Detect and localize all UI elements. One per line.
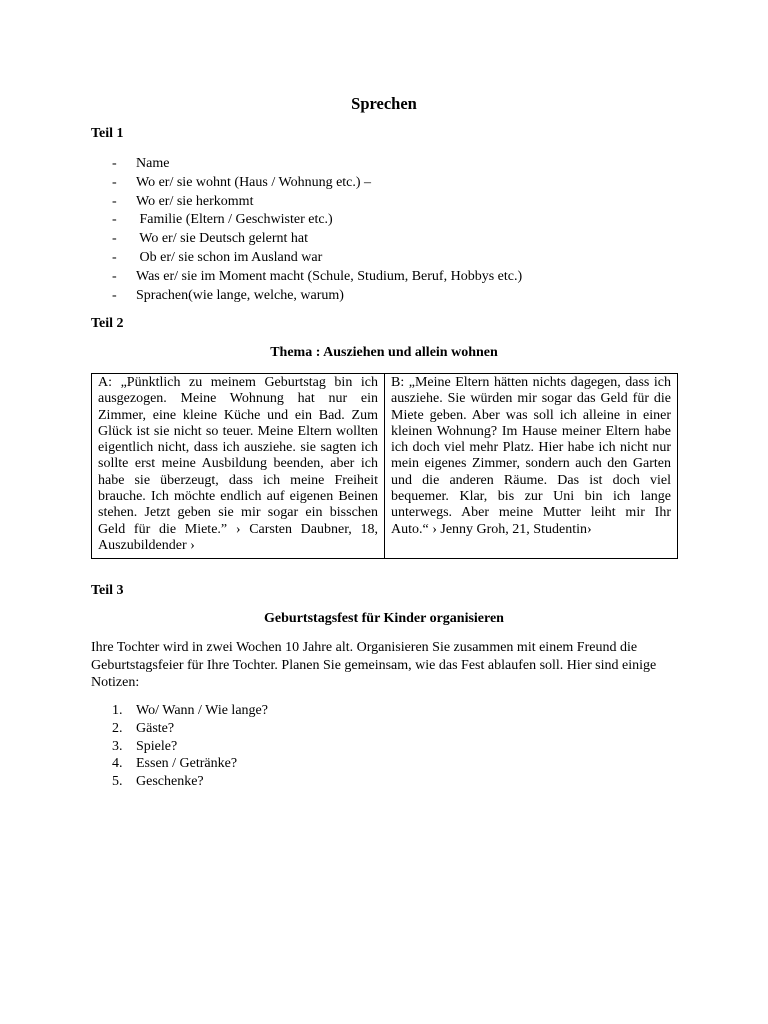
list-item: - Name [91,155,651,174]
list-number: 3. [112,738,123,754]
list-item: 2. Gäste? [112,720,175,736]
list-number: 1. [112,703,123,718]
statement-b: B: „Meine Eltern hätten nichts dagegen, dass ich ausziehe. Sie würden mir sogar das Geld für die Miete geben. Aber was soll ich alleine in einer kleinen Wohnung? Im Hause meiner Eltern habe ich doch viel mehr Platz. Hier habe ich nicht nur mein eigenes Zimmer, sondern auch den Garten und die anderen Räume. Das ist doch viel bequemer. Klar, bis zur Uni bin ich lange unterwegs. Aber meine Mutter leiht mir Ihr Auto.“ › Jenny Groh, 21, Studentin› [385,374,678,559]
notes-list [91,702,491,791]
list-item: - Familie (Eltern / Geschwister etc.) [91,211,651,230]
statements-table [91,373,678,559]
teil1-list [91,155,651,305]
list-item: - Wo er/ sie herkommt [91,193,651,212]
teil3-subtitle: Geburtstagsfest für Kinder organisieren [264,611,504,626]
dash-bullet: - [112,156,117,171]
list-item: - Sprachen(wie lange, welche, warum) [91,287,651,306]
page-title: Sprechen [351,94,417,113]
dash-bullet: - [112,249,117,265]
list-item: - Ob er/ sie schon im Ausland war [91,249,651,268]
dash-bullet: - [112,231,117,247]
list-number: 2. [112,720,123,736]
list-item: 1. Wo/ Wann / Wie lange? [112,703,268,718]
list-number: 5. [112,774,123,790]
list-item: 4. Essen / Getränke? [112,756,238,772]
list-item: - Was er/ sie im Moment macht (Schule, Studium, Beruf, Hobbys etc.) [91,268,651,287]
table-row [92,374,678,559]
dash-bullet: - [112,212,117,228]
dash-bullet: - [112,193,117,209]
list-item: 5. Geschenke? [112,774,204,790]
list-number: 4. [112,756,123,772]
dash-bullet: - [112,287,117,303]
teil3-paragraph: Ihre Tochter wird in zwei Wochen 10 Jahre alt. Organisieren Sie zusammen mit einem Freund die Geburtstagsfeier für Ihre Tochter. Planen Sie gemeinsam, wie das Fest ablaufen soll. Hier sind einige Notizen: [91,640,657,691]
teil2-heading: Teil 2 [91,316,124,331]
teil3-heading: Teil 3 [91,583,124,598]
thema-title: Thema : Ausziehen und allein wohnen [270,345,498,360]
dash-bullet: - [112,174,117,190]
dash-bullet: - [112,268,117,284]
list-item: - Wo er/ sie wohnt (Haus / Wohnung etc.) – [91,174,651,193]
statement-a: A: „Pünktlich zu meinem Geburtstag bin ich ausgezogen. Meine Wohnung hat nur ein Zimmer, eine kleine Küche und ein Bad. Zum Glück ist sie nicht so teuer. Meine Eltern wollten eigentlich nicht, dass ich ausziehe. sie sagten ich sollte erst meine Ausbildung beenden, aber ich habe sie überzeugt, dass ich meine Freiheit brauche. Ich möchte endlich auf eigenen Beinen stehen. Jetzt geben sie mir sogar ein bisschen Geld für die Miete.” › Carsten Daubner, 18, Auszubildender › [92,374,385,559]
list-item: 3. Spiele? [112,738,178,754]
teil1-heading: Teil 1 [91,126,124,141]
list-item: - Wo er/ sie Deutsch gelernt hat [91,230,651,249]
